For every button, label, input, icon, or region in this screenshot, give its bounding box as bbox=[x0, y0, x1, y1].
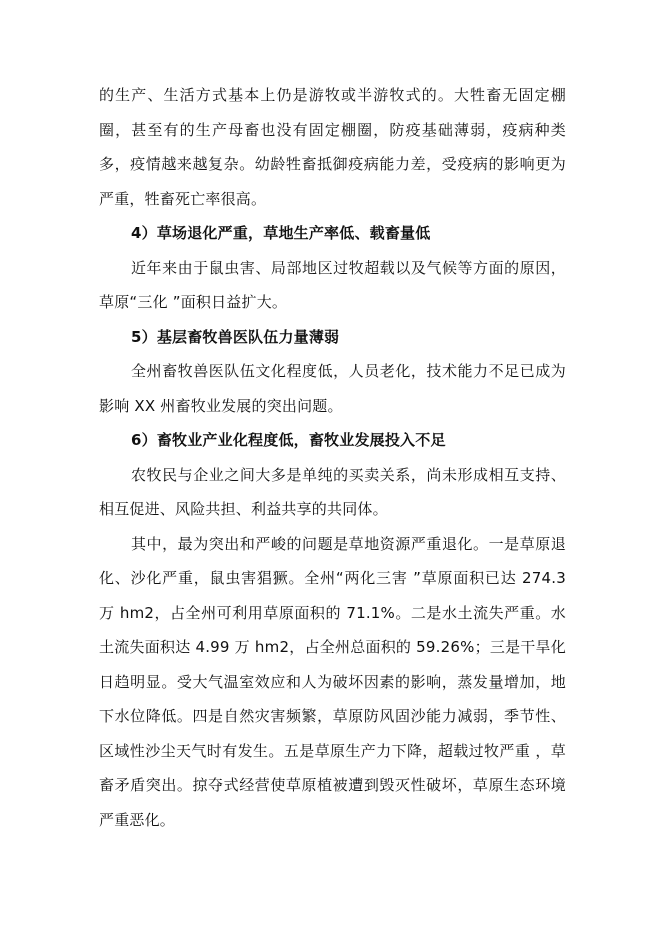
paragraph-grassland-resource-problems: 其中，最为突出和严峻的问题是草地资源严重退化。一是草原退化、沙化严重，鼠虫害猖獗。全州“两化三害 ”草原面积已达 274.3 万 hm2，占全州可利用草原面积的 71.1%。二是水土流失严重。水土流失面积达 4.99 万 hm2，占全州总面积的 59.26%；三是干旱化日趋明显。受大气温室效应和人为破坏因素的影响，蒸发量增加，地下水位降低。四是自然灾害频繁，草原防风固沙能力减弱，季节性、区域性沙尘天气时有发生。五是草原生产力下降，超载过牧严重 ，草畜矛盾突出。掠夺式经营使草原植被遭到毁灭性破坏，草原生态环境严重恶化。 bbox=[99, 534, 566, 829]
document-body bbox=[99, 78, 566, 837]
paragraph-livestock-disease: 的生产、生活方式基本上仍是游牧或半游牧式的。大牲畜无固定棚圈，甚至有的生产母畜也没有固定棚圈，防疫基础薄弱，疫病种类多，疫情越来越复杂。幼龄牲畜抵御疫病能力差，受疫病的影响更为严重，牲畜死亡率很高。 bbox=[99, 86, 566, 208]
heading-grassland-degradation: 4）草场退化严重，草地生产率低、载畜量低 bbox=[131, 224, 431, 242]
paragraph-industrialization: 农牧民与企业之间大多是单纯的买卖关系，尚未形成相互支持、相互促进、风险共担、利益共享的共同体。 bbox=[99, 465, 566, 518]
paragraph-grassland-degradation: 近年来由于鼠虫害、局部地区过牧超载以及气候等方面的原因，草原“三化 ”面积日益扩大。 bbox=[99, 258, 566, 311]
heading-veterinary-team: 5）基层畜牧兽医队伍力量薄弱 bbox=[131, 327, 340, 346]
paragraph-veterinary-team: 全州畜牧兽医队伍文化程度低，人员老化，技术能力不足已成为影响 XX 州畜牧业发展的突出问题。 bbox=[99, 362, 566, 415]
heading-industrialization: 6）畜牧业产业化程度低，畜牧业发展投入不足 bbox=[131, 431, 446, 449]
